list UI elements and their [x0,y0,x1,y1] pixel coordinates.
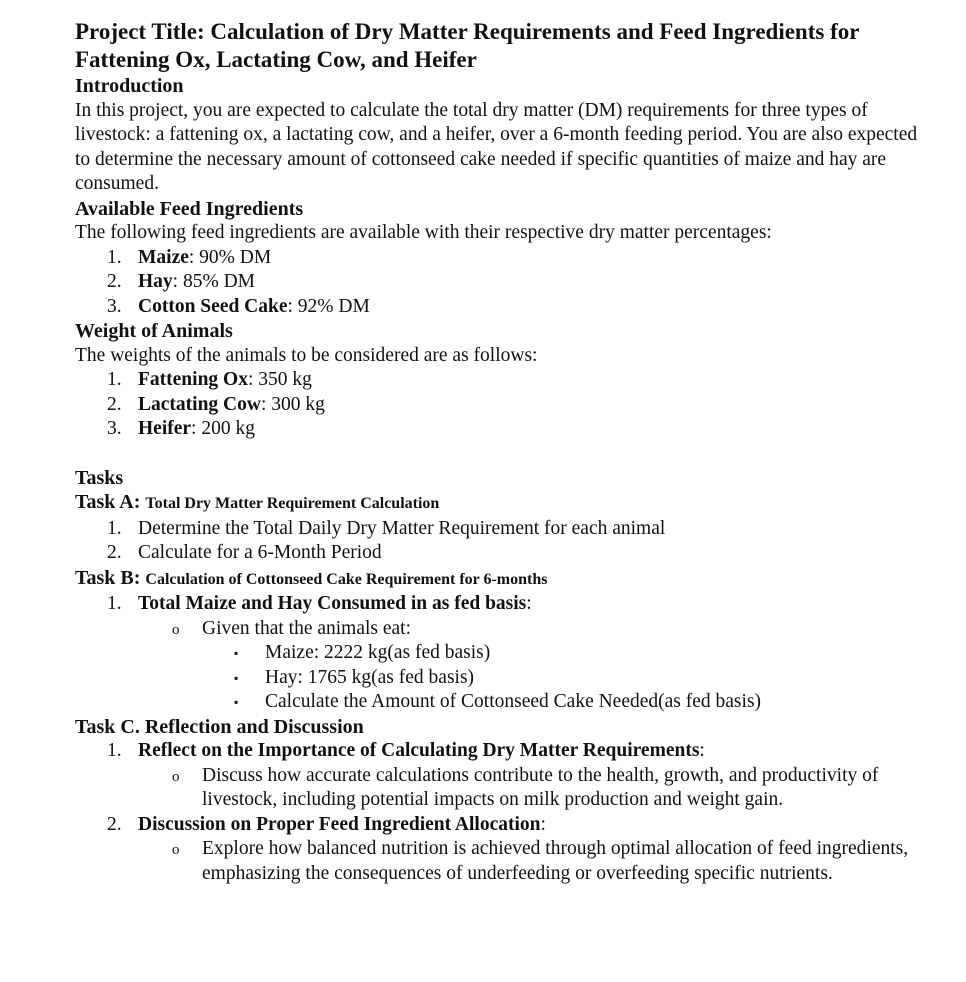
list-item: o Given that the animals eat: [75,617,935,642]
feed-name: Cotton Seed Cake [138,295,288,317]
task-c-label: Task C [75,715,135,738]
introduction-heading: Introduction [75,75,184,97]
feed-value: : 85% DM [172,271,256,292]
task-c-sublist-2 [75,837,935,886]
task-a-label: Task A: [75,491,146,513]
task-a-list [75,517,935,566]
list-item: 3. Cotton Seed Cake: 92% DM [107,295,370,317]
list-item: 1. Maize: 90% DM [107,246,272,268]
feed-list [75,246,935,320]
animal-weight: : 300 kg [260,393,325,415]
tasks-heading: Tasks [75,466,124,489]
document [75,18,935,886]
feed-name: Maize [138,246,189,268]
list-item: ▪ Maize: 2222 kg(as fed basis) [75,641,935,666]
list-item: o Discuss how accurate calculations contribute to the health, growth, and productivity of livestock, including potential impacts on milk production and weight gain. [172,764,879,810]
animals-list [75,368,935,442]
circle-bullet-icon: o [172,621,180,638]
task-a-heading [75,490,935,517]
page-title: Project Title: Calculation of Dry Matter Requirements and Feed Ingredients for Fattening Ox, Lactating Cow, and Heifer [75,19,860,72]
list-item: ▪ Calculate the Amount of Cottonseed Cake Needed(as fed basis) [75,690,935,715]
square-bullet-icon: ▪ [234,695,239,709]
feed-value: : 90% DM [188,246,272,268]
task-b-items [75,641,935,715]
animal-name: Heifer [138,418,192,439]
list-item: ▪ Hay: 1765 kg(as fed basis) [75,666,935,691]
list-item: o Explore how balanced nutrition is achieved through optimal allocation of feed ingredients, emphasizing the consequences of underfeeding or overfeeding specific nutrients. [172,838,909,884]
task-c-list [75,739,935,764]
spacer [75,442,935,466]
animal-weight: : 350 kg [247,369,312,390]
task-b-list [75,592,935,617]
feed-text: The following feed ingredients are available with their respective dry matter percentages: [75,222,772,243]
task-b-label: Task B: [75,566,146,589]
circle-bullet-icon: o [172,768,180,785]
list-item: 2. Lactating Cow: 300 kg [107,393,325,415]
square-bullet-icon: ▪ [234,646,239,660]
animal-weight: : 200 kg [191,418,255,439]
task-a-subtitle: Total Dry Matter Requirement Calculation [145,495,440,512]
list-item: 1. Reflect on the Importance of Calculating Dry Matter Requirements: [107,740,705,761]
list-item: 1. Fattening Ox: 350 kg [107,369,312,390]
animals-text: The weights of the animals to be considered are as follows: [75,344,538,366]
circle-bullet-icon: o [172,842,180,858]
animal-name: Fattening Ox [138,369,248,390]
list-item: 2. Discussion on Proper Feed Ingredient Allocation: [107,813,546,835]
task-c-heading [75,715,935,740]
feed-value: : 92% DM [287,295,370,317]
list-item: 2. Hay: 85% DM [107,271,256,292]
task-c-list-2 [75,813,935,838]
list-item: 2. Calculate for a 6-Month Period [107,542,382,563]
list-item: 1. Determine the Total Daily Dry Matter Requirement for each animal [107,517,666,539]
task-b-sublist [75,617,935,642]
list-item: 3. Heifer: 200 kg [107,418,255,439]
feed-name: Hay [138,271,173,292]
square-bullet-icon: ▪ [234,670,239,685]
list-item: 1. Total Maize and Hay Consumed in as fed basis: [107,593,532,614]
introduction-text: In this project, you are expected to calculate the total dry matter (DM) requirements for three types of livestock: a fattening ox, a lactating cow, and a heifer, over a 6-month feeding period. You are also expected to determine the necessary amount of cottonseed cake needed if specific quantities of maize and hay are consumed. [75,99,918,194]
task-b-heading [75,566,935,593]
task-b-subtitle: Calculation of Cottonseed Cake Requirement for 6-months [145,570,548,588]
task-c-sublist-1 [75,764,935,813]
feed-heading: Available Feed Ingredients [75,197,304,220]
animals-heading: Weight of Animals [75,320,233,342]
task-c-title: . Reflection and Discussion [134,715,364,738]
animal-name: Lactating Cow [138,393,261,415]
